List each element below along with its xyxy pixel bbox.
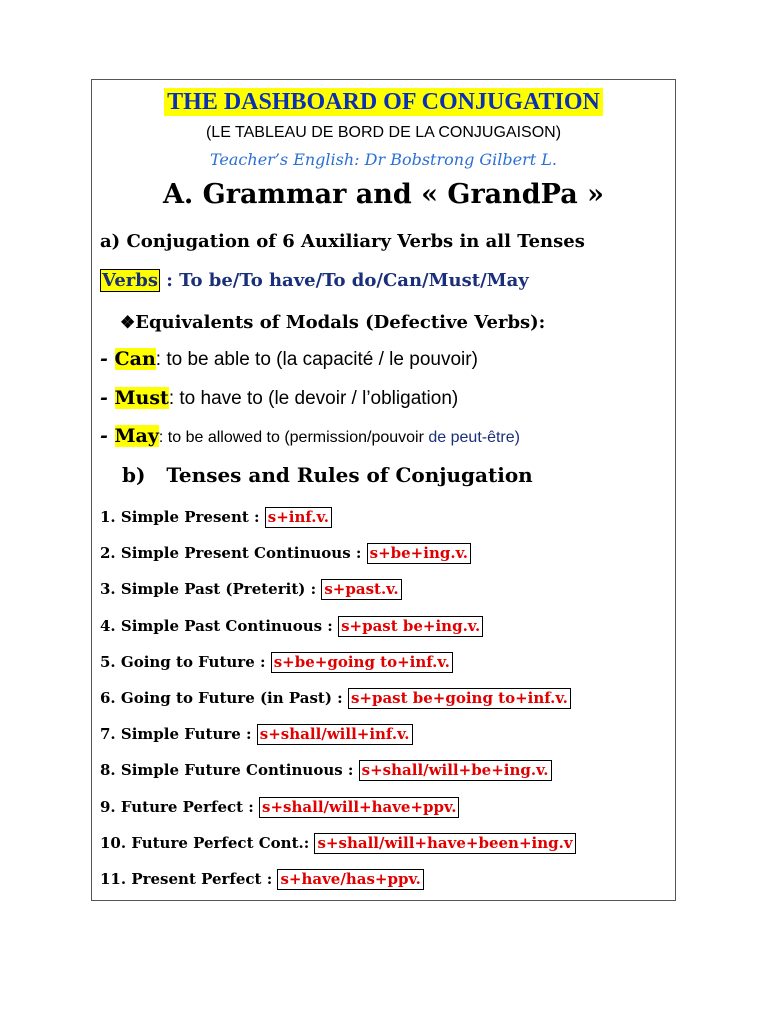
rule-formula: s+shall/will+have+been+ing.v xyxy=(314,833,575,854)
rule-row xyxy=(100,579,402,600)
rule-formula: s+past be+going to+inf.v. xyxy=(348,688,571,709)
rule-formula: s+inf.v. xyxy=(265,507,332,528)
rule-formula: s+shall/will+have+ppv. xyxy=(259,797,459,818)
rule-row xyxy=(100,869,424,890)
diamond-bullet-icon: ❖ xyxy=(120,313,136,333)
modals-heading-line xyxy=(120,312,545,333)
rule-row xyxy=(100,652,453,673)
modal-description: : to have to (le devoir / l’obligation) xyxy=(168,388,459,409)
verbs-list: To be/To have/To do/Can/Must/May xyxy=(179,270,529,291)
rule-formula: s+past be+ing.v. xyxy=(338,616,483,637)
rule-row xyxy=(100,833,576,854)
rule-row xyxy=(100,616,483,637)
rule-row xyxy=(100,688,571,709)
modal-item-can xyxy=(100,348,478,371)
verbs-separator: : xyxy=(159,270,180,291)
modal-dash: - xyxy=(100,348,115,370)
page-title: THE DASHBOARD OF CONJUGATION xyxy=(164,88,603,116)
modal-description-extra: de peut-être) xyxy=(428,429,520,446)
verbs-label: Verbs xyxy=(102,270,158,291)
rule-formula: s+be+going to+inf.v. xyxy=(271,652,453,673)
modal-dash: - xyxy=(100,425,115,447)
modals-heading: Equivalents of Modals (Defective Verbs): xyxy=(135,312,546,333)
document-frame xyxy=(91,79,676,901)
modal-item-must xyxy=(100,387,458,410)
section-a-subheading: a) Conjugation of 6 Auxiliary Verbs in all Tenses xyxy=(100,231,585,252)
page-subtitle: (LE TABLEAU DE BORD DE LA CONJUGAISON) xyxy=(205,124,562,141)
modal-name: Can xyxy=(114,348,156,370)
rule-formula: s+shall/will+be+ing.v. xyxy=(359,760,552,781)
rule-label: 5. Going to Future : xyxy=(100,652,271,671)
modal-name: May xyxy=(114,425,159,447)
modal-dash: - xyxy=(100,387,115,409)
rule-label: 11. Present Perfect : xyxy=(100,870,278,888)
verbs-line xyxy=(100,270,529,291)
modal-description: : to be allowed to (permission/pouvoir xyxy=(158,429,429,446)
rule-label: 3. Simple Past (Preterit) : xyxy=(100,580,322,599)
modal-item-may xyxy=(100,425,520,447)
section-b-heading: b) Tenses and Rules of Conjugation xyxy=(122,463,533,487)
rule-label: 6. Going to Future (in Past) : xyxy=(100,689,348,707)
rule-label: 1. Simple Present : xyxy=(100,508,265,526)
rule-label: 10. Future Perfect Cont.: xyxy=(100,833,315,852)
rule-row xyxy=(100,724,413,745)
rule-row xyxy=(100,760,552,781)
rule-row xyxy=(100,507,332,528)
rule-row xyxy=(100,797,459,818)
rule-formula: s+past.v. xyxy=(321,579,401,600)
rule-label: 2. Simple Present Continuous : xyxy=(100,544,367,563)
section-a-heading: A. Grammar and « GrandPa » xyxy=(162,179,605,210)
rule-label: 8. Simple Future Continuous : xyxy=(100,761,359,780)
rule-formula: s+be+ing.v. xyxy=(367,543,471,564)
rule-formula: s+have/has+ppv. xyxy=(277,869,423,890)
teacher-credit: Teacher’s English: Dr Bobstrong Gilbert L. xyxy=(209,150,557,169)
title-row xyxy=(92,88,675,116)
rule-label: 4. Simple Past Continuous : xyxy=(100,616,339,635)
rule-row xyxy=(100,543,471,564)
rule-label: 7. Simple Future : xyxy=(100,725,257,744)
rule-label: 9. Future Perfect : xyxy=(100,797,260,816)
modal-name: Must xyxy=(114,387,169,409)
modal-description: : to be able to (la capacité / le pouvoir) xyxy=(155,349,478,370)
rule-formula: s+shall/will+inf.v. xyxy=(257,724,413,745)
